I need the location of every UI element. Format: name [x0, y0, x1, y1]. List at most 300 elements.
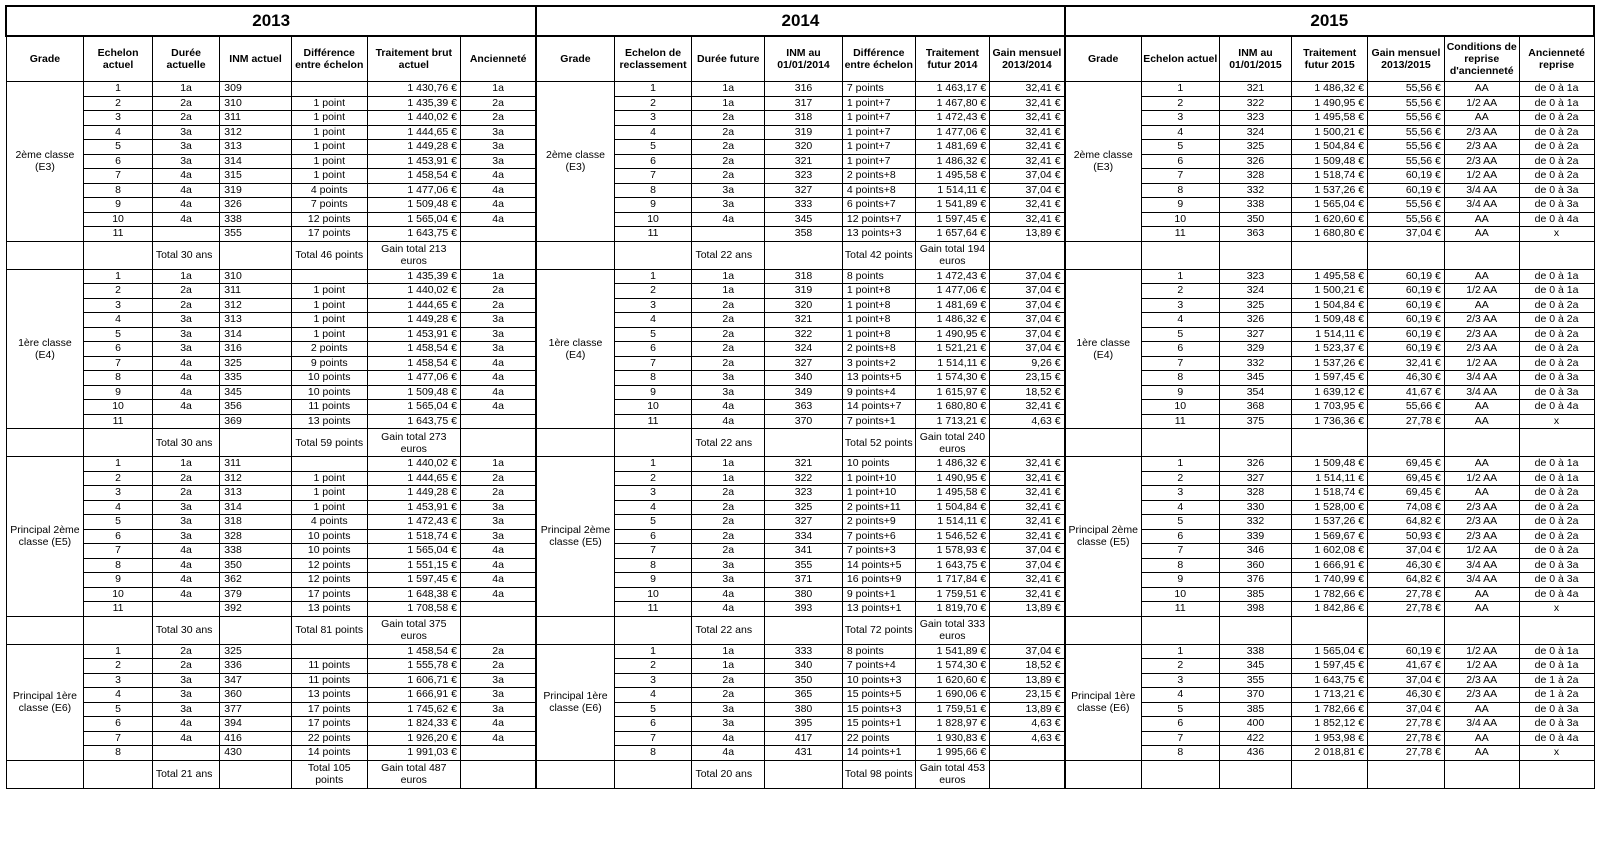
cell-2015: 1/2 AA: [1444, 544, 1519, 559]
cell-2014: 6: [614, 342, 692, 357]
cell-2014: 2a: [692, 154, 765, 169]
cell-2014: 1a: [692, 284, 765, 299]
cell-2015: 1/2 AA: [1444, 471, 1519, 486]
empty-cell: [990, 241, 1065, 269]
empty-cell: [461, 616, 537, 644]
cell-2014: 10: [614, 212, 692, 227]
cell-2013: 335: [220, 371, 292, 386]
cell-2014: 32,41 €: [990, 198, 1065, 213]
cell-2015: 2/3 AA: [1444, 515, 1519, 530]
total-duree-2014: Total 22 ans: [692, 241, 765, 269]
cell-2015: de 0 à 2a: [1519, 486, 1594, 501]
cell-2013: 314: [220, 327, 292, 342]
cell-2014: 13 points+3: [842, 227, 915, 242]
cell-2013: 1 435,39 €: [367, 96, 460, 111]
cell-2014: 15 points+5: [842, 688, 915, 703]
cell-2013: 3: [84, 111, 152, 126]
cell-2014: 1 597,45 €: [915, 212, 990, 227]
cell-2014: 7: [614, 544, 692, 559]
cell-2014: 321: [765, 313, 843, 328]
cell-2014: 3a: [692, 717, 765, 732]
cell-2013: 10: [84, 212, 152, 227]
cell-2014: 1a: [692, 471, 765, 486]
cell-2015: 385: [1219, 587, 1292, 602]
cell-2014: 22 points: [842, 731, 915, 746]
cell-2015: de 0 à 1a: [1519, 659, 1594, 674]
total-points-2013: Total 59 points: [291, 429, 367, 457]
cell-2014: 1 point+7: [842, 96, 915, 111]
empty-cell: [220, 429, 292, 457]
cell-2015: 32,41 €: [1368, 356, 1445, 371]
cell-2014: 1 point+8: [842, 327, 915, 342]
cell-2015: 7: [1141, 169, 1219, 184]
grade-label: Principal 2ème classe (E5): [6, 457, 84, 617]
cell-2013: 2a: [461, 298, 537, 313]
cell-2014: 9 points+4: [842, 385, 915, 400]
total-duree-2013: Total 30 ans: [152, 616, 219, 644]
cell-2013: 3a: [152, 515, 219, 530]
cell-2014: 327: [765, 515, 843, 530]
column-header-y2013-4: Différence entre échelon: [291, 36, 367, 82]
cell-2015: 10: [1141, 212, 1219, 227]
cell-2015: AA: [1444, 486, 1519, 501]
table-row: [6, 140, 1594, 155]
cell-2013: [291, 457, 367, 472]
cell-2013: 377: [220, 702, 292, 717]
cell-2015: 37,04 €: [1368, 673, 1445, 688]
cell-2014: 4a: [692, 731, 765, 746]
cell-2014: 1 546,52 €: [915, 529, 990, 544]
cell-2014: 14 points+7: [842, 400, 915, 415]
total-points-2013: Total 81 points: [291, 616, 367, 644]
cell-2013: 1 745,62 €: [367, 702, 460, 717]
cell-2014: 1 467,80 €: [915, 96, 990, 111]
cell-2014: 32,41 €: [990, 587, 1065, 602]
cell-2015: de 0 à 2a: [1519, 529, 1594, 544]
cell-2013: 2a: [152, 298, 219, 313]
cell-2013: 2a: [152, 284, 219, 299]
grade-label: 1ère classe (E4): [536, 269, 614, 429]
cell-2014: 1a: [692, 644, 765, 659]
cell-2015: 350: [1219, 212, 1292, 227]
cell-2014: 1 521,21 €: [915, 342, 990, 357]
total-points-2014: Total 72 points: [842, 616, 915, 644]
empty-cell: [765, 760, 843, 788]
cell-2014: 4 points+8: [842, 183, 915, 198]
cell-2015: 1 509,48 €: [1292, 457, 1368, 472]
empty-cell: [1219, 429, 1292, 457]
cell-2015: 1 490,95 €: [1292, 96, 1368, 111]
cell-2015: de 1 à 2a: [1519, 673, 1594, 688]
cell-2013: 13 points: [291, 414, 367, 429]
cell-2014: 1 point+8: [842, 284, 915, 299]
cell-2013: 3a: [461, 154, 537, 169]
table-row: [6, 227, 1594, 242]
cell-2015: 376: [1219, 573, 1292, 588]
cell-2015: 55,66 €: [1368, 400, 1445, 415]
cell-2013: 3a: [461, 125, 537, 140]
cell-2015: 321: [1219, 82, 1292, 97]
column-header-y2015-6: Ancienneté reprise: [1519, 36, 1594, 82]
empty-cell: [1141, 429, 1219, 457]
cell-2014: 3: [614, 486, 692, 501]
cell-2014: 327: [765, 183, 843, 198]
cell-2013: 1: [84, 82, 152, 97]
cell-2013: 362: [220, 573, 292, 588]
cell-2014: 1 828,97 €: [915, 717, 990, 732]
year-2013-header: 2013: [6, 6, 536, 36]
empty-cell: [1141, 760, 1219, 788]
cell-2014: 32,41 €: [990, 82, 1065, 97]
grade-label: Principal 1ère classe (E6): [1065, 644, 1142, 760]
cell-2014: 1 point+7: [842, 125, 915, 140]
cell-2015: 375: [1219, 414, 1292, 429]
cell-2014: [692, 227, 765, 242]
cell-2014: 7 points+1: [842, 414, 915, 429]
cell-2014: 1: [614, 644, 692, 659]
empty-cell: [84, 760, 152, 788]
cell-2014: 15 points+1: [842, 717, 915, 732]
empty-cell: [536, 429, 614, 457]
cell-2014: 1 615,97 €: [915, 385, 990, 400]
cell-2013: 1 565,04 €: [367, 212, 460, 227]
empty-cell: [536, 616, 614, 644]
table-row: [6, 125, 1594, 140]
cell-2013: 1 477,06 €: [367, 183, 460, 198]
empty-cell: [1444, 429, 1519, 457]
cell-2015: 338: [1219, 644, 1292, 659]
cell-2015: de 0 à 3a: [1519, 183, 1594, 198]
cell-2013: 6: [84, 154, 152, 169]
table-row: [6, 313, 1594, 328]
cell-2013: [291, 82, 367, 97]
cell-2013: 1 440,02 €: [367, 457, 460, 472]
cell-2015: 46,30 €: [1368, 558, 1445, 573]
cell-2015: 8: [1141, 746, 1219, 761]
cell-2014: 1 578,93 €: [915, 544, 990, 559]
cell-2013: 1: [84, 644, 152, 659]
grade-label: Principal 1ère classe (E6): [536, 644, 614, 760]
cell-2015: 1 602,08 €: [1292, 544, 1368, 559]
cell-2014: 13,89 €: [990, 702, 1065, 717]
cell-2014: 1 490,95 €: [915, 471, 990, 486]
cell-2014: 3 points+2: [842, 356, 915, 371]
cell-2013: 3a: [152, 702, 219, 717]
cell-2013: [461, 602, 537, 617]
cell-2015: de 0 à 1a: [1519, 457, 1594, 472]
grade-label: 2ème classe (E3): [1065, 82, 1142, 242]
cell-2015: 8: [1141, 371, 1219, 386]
empty-cell: [1219, 616, 1292, 644]
cell-2013: 1 565,04 €: [367, 544, 460, 559]
cell-2013: 313: [220, 313, 292, 328]
cell-2014: 8 points: [842, 644, 915, 659]
cell-2014: 1a: [692, 269, 765, 284]
cell-2015: 327: [1219, 471, 1292, 486]
cell-2013: 2: [84, 96, 152, 111]
cell-2013: 4a: [152, 731, 219, 746]
cell-2014: 3a: [692, 558, 765, 573]
cell-2014: 1 759,51 €: [915, 702, 990, 717]
cell-2014: 4a: [692, 587, 765, 602]
cell-2015: 10: [1141, 587, 1219, 602]
table-row: [6, 327, 1594, 342]
empty-cell: [1219, 760, 1292, 788]
cell-2015: 1 528,00 €: [1292, 500, 1368, 515]
cell-2013: [152, 227, 219, 242]
total-gain-2013: Gain total 273 euros: [367, 429, 460, 457]
empty-cell: [1292, 616, 1368, 644]
cell-2015: x: [1519, 602, 1594, 617]
cell-2014: 1 490,95 €: [915, 327, 990, 342]
cell-2014: 2a: [692, 544, 765, 559]
cell-2014: 323: [765, 169, 843, 184]
cell-2013: 355: [220, 227, 292, 242]
cell-2015: 55,56 €: [1368, 111, 1445, 126]
cell-2013: 1 point: [291, 327, 367, 342]
cell-2013: 17 points: [291, 587, 367, 602]
empty-cell: [6, 760, 84, 788]
cell-2015: x: [1519, 746, 1594, 761]
cell-2013: 1 point: [291, 471, 367, 486]
cell-2015: 55,56 €: [1368, 82, 1445, 97]
cell-2013: 1a: [152, 82, 219, 97]
cell-2014: 4,63 €: [990, 731, 1065, 746]
cell-2013: 311: [220, 111, 292, 126]
empty-cell: [461, 760, 537, 788]
table-row: [6, 356, 1594, 371]
cell-2014: 13,89 €: [990, 227, 1065, 242]
cell-2015: 64,82 €: [1368, 573, 1445, 588]
empty-cell: [1368, 241, 1445, 269]
cell-2015: 9: [1141, 573, 1219, 588]
cell-2014: 13,89 €: [990, 602, 1065, 617]
cell-2014: 1 point+7: [842, 140, 915, 155]
cell-2015: x: [1519, 414, 1594, 429]
cell-2015: 27,78 €: [1368, 414, 1445, 429]
cell-2015: 398: [1219, 602, 1292, 617]
table-row: [6, 717, 1594, 732]
cell-2015: 3/4 AA: [1444, 371, 1519, 386]
total-gain-2014: Gain total 194 euros: [915, 241, 990, 269]
cell-2014: 370: [765, 414, 843, 429]
cell-2015: 370: [1219, 688, 1292, 703]
cell-2014: 7 points+4: [842, 659, 915, 674]
cell-2014: 4: [614, 125, 692, 140]
cell-2013: 7: [84, 169, 152, 184]
cell-2014: 1 point+10: [842, 486, 915, 501]
cell-2015: de 0 à 4a: [1519, 400, 1594, 415]
cell-2014: 6: [614, 154, 692, 169]
cell-2013: 338: [220, 544, 292, 559]
cell-2013: 10 points: [291, 371, 367, 386]
cell-2013: 10 points: [291, 529, 367, 544]
cell-2013: 2a: [461, 644, 537, 659]
cell-2013: 1 509,48 €: [367, 198, 460, 213]
cell-2013: 3a: [461, 529, 537, 544]
column-header-y2015-2: INM au 01/01/2015: [1219, 36, 1292, 82]
cell-2013: 350: [220, 558, 292, 573]
cell-2014: 37,04 €: [990, 169, 1065, 184]
cell-2015: 1 565,04 €: [1292, 644, 1368, 659]
cell-2015: 2/3 AA: [1444, 500, 1519, 515]
cell-2013: 1 453,91 €: [367, 327, 460, 342]
table-row: [6, 342, 1594, 357]
cell-2013: 1 435,39 €: [367, 269, 460, 284]
cell-2013: 11: [84, 602, 152, 617]
cell-2014: 3: [614, 298, 692, 313]
cell-2015: 1/2 AA: [1444, 659, 1519, 674]
cell-2014: 7 points+3: [842, 544, 915, 559]
total-points-2014: Total 52 points: [842, 429, 915, 457]
total-duree-2013: Total 21 ans: [152, 760, 219, 788]
cell-2014: 317: [765, 96, 843, 111]
total-duree-2013: Total 30 ans: [152, 429, 219, 457]
empty-cell: [1065, 760, 1142, 788]
cell-2014: 1 759,51 €: [915, 587, 990, 602]
cell-2013: 1 458,54 €: [367, 169, 460, 184]
cell-2014: 3a: [692, 198, 765, 213]
cell-2015: 332: [1219, 183, 1292, 198]
cell-2015: 37,04 €: [1368, 227, 1445, 242]
cell-2014: 1 point+8: [842, 298, 915, 313]
cell-2014: 23,15 €: [990, 688, 1065, 703]
cell-2013: 310: [220, 96, 292, 111]
cell-2015: 1 782,66 €: [1292, 702, 1368, 717]
cell-2014: 1a: [692, 82, 765, 97]
total-gain-2013: Gain total 487 euros: [367, 760, 460, 788]
cell-2015: 330: [1219, 500, 1292, 515]
cell-2014: 32,41 €: [990, 154, 1065, 169]
cell-2014: 4,63 €: [990, 717, 1065, 732]
cell-2013: 6: [84, 529, 152, 544]
cell-2013: 338: [220, 212, 292, 227]
cell-2013: [461, 414, 537, 429]
cell-2014: 7: [614, 731, 692, 746]
cell-2015: 1 504,84 €: [1292, 298, 1368, 313]
cell-2013: 312: [220, 298, 292, 313]
cell-2013: 325: [220, 644, 292, 659]
cell-2015: 1 842,86 €: [1292, 602, 1368, 617]
cell-2013: 1 597,45 €: [367, 573, 460, 588]
cell-2014: 4: [614, 313, 692, 328]
cell-2013: 12 points: [291, 212, 367, 227]
cell-2014: 1 657,64 €: [915, 227, 990, 242]
empty-cell: [220, 241, 292, 269]
total-duree-2013: Total 30 ans: [152, 241, 219, 269]
total-row: [6, 241, 1594, 269]
cell-2015: 1 486,32 €: [1292, 82, 1368, 97]
cell-2013: 3a: [461, 313, 537, 328]
cell-2015: 27,78 €: [1368, 717, 1445, 732]
cell-2013: 17 points: [291, 717, 367, 732]
cell-2015: 3/4 AA: [1444, 385, 1519, 400]
cell-2014: 1 930,83 €: [915, 731, 990, 746]
empty-cell: [1519, 616, 1594, 644]
table-row: [6, 169, 1594, 184]
cell-2015: 325: [1219, 140, 1292, 155]
cell-2015: 2/3 AA: [1444, 313, 1519, 328]
cell-2014: 18,52 €: [990, 659, 1065, 674]
cell-2013: 2: [84, 659, 152, 674]
cell-2015: 5: [1141, 327, 1219, 342]
cell-2014: 3a: [692, 385, 765, 400]
cell-2014: 32,41 €: [990, 486, 1065, 501]
table-row: [6, 688, 1594, 703]
cell-2014: 13 points+5: [842, 371, 915, 386]
cell-2014: 2a: [692, 688, 765, 703]
cell-2014: 37,04 €: [990, 544, 1065, 559]
cell-2013: 11 points: [291, 400, 367, 415]
reclassification-table-wrapper: [5, 5, 1595, 789]
cell-2013: 17 points: [291, 702, 367, 717]
table-row: [6, 659, 1594, 674]
cell-2015: 1 537,26 €: [1292, 356, 1368, 371]
cell-2013: 1 643,75 €: [367, 227, 460, 242]
cell-2014: 32,41 €: [990, 471, 1065, 486]
cell-2015: 37,04 €: [1368, 544, 1445, 559]
cell-2015: 1 597,45 €: [1292, 659, 1368, 674]
cell-2014: 320: [765, 140, 843, 155]
cell-2013: 13 points: [291, 688, 367, 703]
empty-cell: [614, 616, 692, 644]
cell-2015: 60,19 €: [1368, 327, 1445, 342]
cell-2013: 1 point: [291, 154, 367, 169]
cell-2015: 3/4 AA: [1444, 558, 1519, 573]
reclassification-table: [5, 5, 1595, 789]
cell-2014: 431: [765, 746, 843, 761]
cell-2014: 3a: [692, 371, 765, 386]
cell-2014: 32,41 €: [990, 140, 1065, 155]
cell-2015: 27,78 €: [1368, 587, 1445, 602]
total-gain-2014: Gain total 333 euros: [915, 616, 990, 644]
cell-2015: 325: [1219, 298, 1292, 313]
cell-2014: 7 points+6: [842, 529, 915, 544]
cell-2013: 1 458,54 €: [367, 342, 460, 357]
cell-2013: 1 643,75 €: [367, 414, 460, 429]
cell-2014: 341: [765, 544, 843, 559]
cell-2013: 356: [220, 400, 292, 415]
cell-2014: 1 point+7: [842, 154, 915, 169]
cell-2014: 11: [614, 414, 692, 429]
cell-2014: 1 477,06 €: [915, 125, 990, 140]
cell-2014: 32,41 €: [990, 400, 1065, 415]
cell-2013: 309: [220, 82, 292, 97]
cell-2013: 10 points: [291, 385, 367, 400]
cell-2014: 380: [765, 702, 843, 717]
cell-2015: AA: [1444, 457, 1519, 472]
cell-2014: 8: [614, 746, 692, 761]
cell-2015: 46,30 €: [1368, 371, 1445, 386]
column-header-y2014-1: Echelon de reclassement: [614, 36, 692, 82]
cell-2014: 318: [765, 111, 843, 126]
cell-2013: 319: [220, 183, 292, 198]
cell-2015: de 1 à 2a: [1519, 688, 1594, 703]
cell-2013: 1 point: [291, 500, 367, 515]
cell-2015: AA: [1444, 746, 1519, 761]
cell-2015: 346: [1219, 544, 1292, 559]
cell-2014: 5: [614, 327, 692, 342]
cell-2013: 1 458,54 €: [367, 356, 460, 371]
cell-2015: AA: [1444, 269, 1519, 284]
empty-cell: [84, 616, 152, 644]
column-header-y2013-2: Durée actuelle: [152, 36, 219, 82]
cell-2015: 1 500,21 €: [1292, 125, 1368, 140]
cell-2013: 4a: [152, 717, 219, 732]
table-row: [6, 500, 1594, 515]
column-header-y2014-2: Durée future: [692, 36, 765, 82]
cell-2015: de 0 à 3a: [1519, 385, 1594, 400]
